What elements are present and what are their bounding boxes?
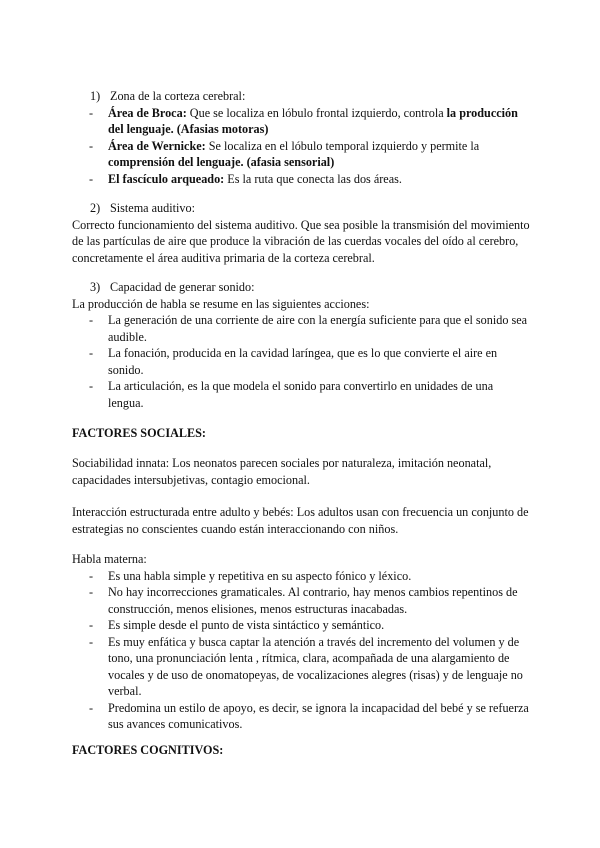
bullet-dash: - — [89, 618, 94, 632]
bullet-text: La fonación, producida en la cavidad laríngea, que es lo que convierte el aire en sonido. — [108, 346, 498, 377]
list-item — [72, 345, 530, 378]
list-item — [72, 568, 530, 585]
list-item — [72, 138, 530, 171]
section-heading: FACTORES COGNITIVOS: — [72, 743, 224, 757]
list-number: 3) — [90, 280, 101, 294]
numbered-heading-text: Sistema auditivo: — [110, 201, 195, 215]
bullet-term: Área de Wernicke: — [108, 138, 206, 153]
bullet-text: La generación de una corriente de aire con la energía suficiente para que el sonido sea audible. — [108, 313, 528, 344]
numbered-heading — [72, 279, 530, 296]
paragraph: La producción de habla se resume en las siguientes acciones: — [72, 296, 370, 311]
bullet-text: Es simple desde el punto de vista sintáctico y semántico. — [108, 618, 385, 632]
bullet-text: Predomina un estilo de apoyo, es decir, se ignora la incapacidad del bebé y se refuerza sus avances comunicativos. — [108, 700, 529, 731]
bullet-dash: - — [89, 105, 94, 120]
bullet-text: Se localiza en el lóbulo temporal izquierdo y permite la — [205, 138, 480, 153]
section-heading: FACTORES SOCIALES: — [72, 426, 206, 440]
list-item — [72, 700, 530, 733]
list-number: 2) — [90, 201, 101, 215]
section-generar-sonido — [72, 279, 530, 411]
bullet-emphasis: comprensión del lenguaje. (afasia sensorial) — [108, 155, 335, 169]
section-sistema-auditivo — [72, 200, 530, 266]
list-item — [72, 105, 530, 138]
numbered-heading-text: Capacidad de generar sonido: — [110, 280, 255, 294]
bullet-emphasis: la producción del lenguaje. (Afasias motoras) — [108, 105, 518, 136]
section-zona-corteza — [72, 88, 530, 187]
numbered-heading-text: Zona de la corteza cerebral: — [110, 89, 246, 103]
bullet-dash: - — [89, 568, 94, 583]
numbered-heading — [72, 88, 530, 105]
bullet-text: No hay incorrecciones gramaticales. Al contrario, hay menos cambios repentinos de construcción, menos elisiones, menos estructuras inacabadas. — [108, 585, 518, 616]
list-item — [72, 617, 530, 634]
bullet-term: Área de Broca: — [108, 105, 187, 120]
list-item — [72, 312, 530, 345]
list-item — [72, 634, 530, 700]
bullet-dash: - — [89, 313, 94, 327]
bullet-dash: - — [89, 138, 94, 153]
list-item — [72, 378, 530, 411]
list-item — [72, 171, 530, 188]
paragraph: Habla materna: — [72, 552, 147, 566]
bullet-dash: - — [89, 634, 94, 649]
bullet-dash: - — [89, 700, 94, 715]
paragraph: Correcto funcionamiento del sistema auditivo. Que sea posible la transmisión del movimiento de las partículas de aire que produce la vibración de las cuerdas vocales del oído al cerebro, concretamente el área auditiva primaria de la corteza cerebral. — [72, 217, 530, 265]
bullet-dash: - — [89, 346, 94, 360]
list-item — [72, 584, 530, 617]
habla-materna-block — [72, 551, 530, 733]
bullet-text: La articulación, es la que modela el sonido para convertirlo en unidades de una lengua. — [108, 379, 494, 410]
list-number: 1) — [90, 89, 101, 103]
paragraph: Sociabilidad innata: Los neonatos parecen sociales por naturaleza, imitación neonatal, capacidades intersubjetivas, contagio emocional. — [72, 456, 492, 487]
numbered-heading — [72, 200, 530, 217]
bullet-text: Que se localiza en lóbulo frontal izquierdo, controla — [186, 105, 447, 120]
paragraph: Interacción estructurada entre adulto y bebés: Los adultos usan con frecuencia un conjunto de estrategias no conscientes cuando están interaccionando con niños. — [72, 505, 529, 536]
bullet-text: Es muy enfática y busca captar la atención a través del incremento del volumen y de tono, una pronunciación lenta , rítmica, clara, acompañada de una alargamiento de vocales y de uso de onomatopeyas, de vocalizaciones alegres (risas) y de lenguaje no verbal. — [108, 634, 523, 698]
bullet-dash: - — [89, 379, 94, 393]
bullet-dash: - — [89, 171, 94, 186]
bullet-dash: - — [89, 585, 94, 599]
bullet-text: Es una habla simple y repetitiva en su aspecto fónico y léxico. — [108, 568, 412, 583]
bullet-term: El fascículo arqueado: — [108, 171, 225, 186]
bullet-text: Es la ruta que conecta las dos áreas. — [224, 171, 402, 186]
